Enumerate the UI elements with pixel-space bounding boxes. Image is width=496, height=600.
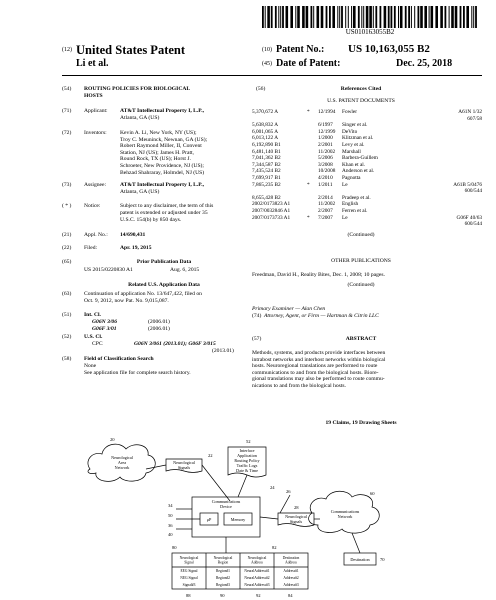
reference-number: 7,865,235 B2 bbox=[252, 181, 281, 188]
table-header-cell: Region bbox=[217, 560, 229, 565]
reference-name: Le bbox=[342, 181, 348, 188]
appl-label: Appl. No.: bbox=[84, 232, 108, 238]
barcode-bar bbox=[463, 6, 465, 28]
cpc-line2: (2013.01) bbox=[212, 348, 234, 354]
barcode-bar bbox=[313, 6, 314, 28]
reference-class: 600/544 bbox=[464, 221, 482, 228]
reference-name: Barbera-Guillem bbox=[342, 155, 378, 162]
barcode-bar bbox=[418, 6, 420, 28]
reference-date: 3/2008 bbox=[318, 161, 333, 168]
barcode-bar bbox=[398, 6, 399, 28]
table-header-cell: Neurological bbox=[247, 556, 267, 560]
barcode-bar bbox=[369, 6, 372, 28]
applicant-label: Applicant: bbox=[84, 108, 108, 114]
ref-numeral: 36 bbox=[168, 523, 173, 528]
reference-row bbox=[0, 155, 496, 162]
reference-name: Pagnotta bbox=[342, 175, 361, 181]
barcode-bar bbox=[329, 6, 331, 28]
code-71: (71) bbox=[62, 108, 72, 114]
barcode-bar bbox=[471, 6, 472, 28]
barcode-bar bbox=[306, 6, 309, 28]
ns-right-label: Neurological bbox=[285, 514, 307, 519]
inventor-short: Li et al. bbox=[76, 58, 109, 69]
barcode-bar bbox=[267, 6, 270, 28]
code-52: (52) bbox=[62, 334, 72, 340]
reference-row bbox=[0, 188, 496, 195]
inventor-line: Schroeter, New Providence, NJ (US); bbox=[120, 162, 204, 169]
routing-doc-label: Application bbox=[237, 453, 257, 458]
abstract-line: communications to and from the biological hosts. Biore- bbox=[252, 369, 379, 376]
up-label: μP bbox=[206, 517, 212, 522]
reference-row bbox=[0, 208, 496, 215]
code-10: (10) bbox=[262, 47, 272, 53]
barcode-bar bbox=[405, 6, 407, 28]
continuation-line1: Continuation of application No. 13/647,422, filed on bbox=[84, 291, 202, 297]
ref-numeral: 52 bbox=[246, 439, 251, 444]
reference-number: 7,041,362 B2 bbox=[252, 155, 281, 162]
barcode-bar bbox=[302, 6, 305, 28]
prior-pub-date: Aug. 6, 2015 bbox=[170, 267, 200, 273]
barcode-number: US010163055B2 bbox=[345, 28, 395, 36]
patent-date: Dec. 25, 2018 bbox=[396, 58, 453, 69]
reference-class: A61N 1/32 bbox=[458, 109, 482, 115]
table-cell: Region#3 bbox=[216, 583, 230, 587]
code-58: (58) bbox=[62, 356, 72, 362]
barcode-bar bbox=[358, 6, 360, 28]
barcode-bar bbox=[388, 6, 390, 28]
barcode-bar bbox=[332, 6, 335, 28]
ref-numeral: 82 bbox=[272, 545, 277, 550]
table-cell: EEG Signal bbox=[180, 569, 198, 573]
reference-name: Pradeep et al. bbox=[342, 194, 371, 201]
barcode-bar bbox=[361, 6, 362, 28]
code-12: (12) bbox=[62, 47, 72, 53]
code-74: (74) bbox=[252, 313, 262, 319]
table-header-cell: Neurological bbox=[179, 556, 199, 560]
barcode bbox=[260, 6, 480, 28]
field-none: None bbox=[84, 363, 97, 369]
barcode-bar bbox=[429, 6, 430, 28]
ns-top-label: Signals bbox=[177, 465, 191, 470]
code-54: (54) bbox=[62, 86, 72, 92]
abstract-line: Methods, systems, and products provide interfaces between bbox=[252, 350, 386, 356]
reference-date: 12/1994 bbox=[318, 109, 336, 115]
reference-date: 10/2008 bbox=[318, 168, 336, 175]
barcode-bar bbox=[339, 6, 340, 28]
barcode-bar bbox=[414, 6, 415, 28]
applicant-line1: AT&T Intellectual Property I, L.P., bbox=[120, 108, 205, 114]
destination-label: Destination bbox=[350, 557, 370, 562]
barcode-bar bbox=[311, 6, 313, 28]
barcode-bar bbox=[391, 6, 393, 28]
reference-date: 5/2006 bbox=[318, 155, 333, 162]
filed-label: Filed: bbox=[84, 245, 98, 251]
barcode-bar bbox=[345, 6, 346, 28]
reference-number: 5,370,672 A bbox=[252, 109, 279, 115]
table-cell: Region#2 bbox=[216, 576, 230, 580]
reference-number: 5,638,832 A bbox=[252, 122, 279, 129]
cloud-left-label: Network bbox=[114, 465, 130, 470]
field-see: See application file for complete search history. bbox=[84, 370, 191, 376]
reference-date: 11/2002 bbox=[318, 148, 336, 155]
notice-line1: Subject to any disclaimer, the term of this bbox=[120, 203, 214, 209]
reference-row bbox=[0, 122, 496, 129]
reference-number: 2007/0173733 A1 bbox=[252, 214, 291, 221]
comm-device-label: Communications bbox=[211, 499, 241, 504]
inventor-line: Round Rock, TX (US); Horst J. bbox=[120, 156, 191, 163]
barcode-bar bbox=[321, 6, 324, 28]
ref-numeral: 28 bbox=[294, 505, 299, 510]
reference-name: Klitzman et al. bbox=[342, 135, 374, 142]
related-heading: Related U.S. Application Data bbox=[128, 282, 200, 288]
comm-device-label: Device bbox=[220, 504, 232, 509]
barcode-bar bbox=[380, 6, 382, 28]
code-45: (45) bbox=[262, 61, 272, 67]
barcode-bar bbox=[297, 6, 300, 28]
reference-name: English bbox=[342, 201, 359, 208]
ref-numeral: 70 bbox=[380, 557, 385, 562]
routing-doc-label: Date & Time bbox=[236, 468, 258, 473]
table-cell: NEG Signal bbox=[180, 576, 198, 580]
ref-numeral: 26 bbox=[286, 489, 291, 494]
table-cell: NeuralAddress#1 bbox=[244, 569, 270, 573]
abstract-line: hosts. Neuroregional translations are performed to route bbox=[252, 363, 378, 370]
reference-row bbox=[0, 129, 496, 136]
reference-class: G06F 40/63 bbox=[456, 214, 482, 221]
code-65: (65) bbox=[62, 259, 72, 265]
barcode-bar bbox=[265, 6, 266, 28]
ref-numeral: 92 bbox=[256, 593, 261, 598]
ref-numeral: 88 bbox=[186, 593, 191, 598]
barcode-bar bbox=[295, 6, 296, 28]
ref-numeral: 90 bbox=[220, 593, 225, 598]
applicant-line2: Atlanta, GA (US) bbox=[120, 115, 160, 121]
reference-date: 2/2007 bbox=[318, 208, 333, 214]
memory-label: Memory bbox=[230, 517, 246, 522]
ref-numeral: 60 bbox=[370, 491, 375, 496]
filed-date: Apr. 19, 2015 bbox=[120, 245, 152, 251]
ref-numeral: 50 bbox=[168, 513, 173, 518]
prior-pub-heading: Prior Publication Data bbox=[136, 259, 192, 265]
reference-date: 2/2001 bbox=[318, 142, 333, 148]
ns-top-label: Neurological bbox=[173, 460, 195, 465]
inventor-line: Troy C. Meuninck, Newnan, GA (US); bbox=[120, 136, 208, 143]
assignee-line1: AT&T Intellectual Property I, L.P., bbox=[120, 182, 205, 188]
patent-heading: United States Patent bbox=[76, 43, 186, 57]
reference-number: 7,435,524 B2 bbox=[252, 168, 281, 175]
reference-star: * bbox=[307, 181, 310, 188]
cpc-label: CPC bbox=[92, 341, 103, 347]
barcode-bar bbox=[445, 6, 447, 28]
code-73: (73) bbox=[62, 182, 72, 188]
reference-row bbox=[0, 201, 496, 208]
reference-name: Le bbox=[342, 214, 348, 221]
reference-number: 7,344,587 B2 bbox=[252, 161, 281, 168]
reference-date: 1/2011 bbox=[318, 181, 333, 188]
reference-name: Khan et al. bbox=[342, 161, 366, 168]
barcode-bar bbox=[262, 6, 264, 28]
barcode-bar bbox=[460, 6, 462, 28]
code-notice: ( * ) bbox=[62, 203, 72, 209]
intcl-version: (2006.01) bbox=[148, 319, 170, 325]
cloud-left-label: Neurological bbox=[111, 455, 133, 460]
barcode-bar bbox=[431, 6, 434, 28]
cloud-left-label: Area bbox=[117, 460, 127, 465]
code-72: (72) bbox=[62, 130, 72, 136]
abstract-line: intrabost networks and interhost networks within biological bbox=[252, 356, 386, 363]
invention-title-line1: ROUTING POLICIES FOR BIOLOGICAL bbox=[84, 86, 191, 92]
reference-class: A61B 5/0476 bbox=[453, 181, 482, 188]
barcode-bar bbox=[473, 6, 474, 28]
code-63: (63) bbox=[62, 291, 72, 297]
front-page-drawing bbox=[80, 435, 430, 600]
ref-numeral: 22 bbox=[208, 453, 213, 458]
reference-name: Ferren et al. bbox=[342, 208, 368, 214]
reference-name: Levy et al. bbox=[342, 142, 365, 148]
inventor-line: Behzad Shahraray, Holmdel, NJ (US) bbox=[120, 169, 205, 176]
barcode-bar bbox=[424, 6, 427, 28]
reference-date: 1/2000 bbox=[318, 135, 333, 142]
cloud-right-label: Communications bbox=[330, 509, 360, 514]
routing-doc-label: Interface bbox=[239, 448, 255, 453]
table-cell: Region#1 bbox=[216, 569, 230, 573]
abstract-body bbox=[252, 350, 385, 390]
inventor-line: Robert Raymond Miller, II, Convent bbox=[120, 143, 202, 150]
reference-number: 6,001,065 A bbox=[252, 128, 279, 135]
barcode-bar bbox=[282, 6, 284, 28]
abstract-heading: ABSTRACT bbox=[345, 336, 377, 342]
ns-right-label: Signals bbox=[289, 519, 303, 524]
reference-date: 4/2010 bbox=[318, 175, 333, 181]
ref-numeral: 40 bbox=[168, 532, 173, 537]
reference-star: * bbox=[307, 109, 310, 115]
barcode-bar bbox=[317, 6, 320, 28]
reference-row bbox=[0, 116, 496, 123]
reference-row bbox=[0, 168, 496, 175]
barcode-bar bbox=[280, 6, 281, 28]
continuation-line2: Oct. 9, 2012, now Pat. No. 9,015,087. bbox=[84, 298, 169, 304]
inventor-line: Kevin A. Li, New York, NY (US); bbox=[120, 130, 197, 136]
barcode-bar bbox=[384, 6, 387, 28]
barcode-bar bbox=[337, 6, 338, 28]
reference-date: 7/2007 bbox=[318, 214, 333, 221]
reference-name: DeVito bbox=[342, 128, 358, 135]
barcode-bar bbox=[440, 6, 443, 28]
barcode-bar bbox=[394, 6, 396, 28]
intcl-label: Int. Cl. bbox=[84, 312, 101, 318]
inventors-label: Inventors: bbox=[84, 130, 107, 136]
code-51: (51) bbox=[62, 312, 72, 318]
code-57: (57) bbox=[252, 336, 262, 342]
reference-row bbox=[0, 109, 496, 116]
barcode-bar bbox=[420, 6, 423, 28]
barcode-bar bbox=[363, 6, 364, 28]
patent-number: US 10,163,055 B2 bbox=[348, 43, 430, 55]
barcode-bar bbox=[455, 6, 458, 28]
barcode-bar bbox=[271, 6, 273, 28]
reference-row bbox=[0, 215, 496, 222]
table-header-cell: Address bbox=[251, 560, 263, 565]
barcode-bar bbox=[449, 6, 450, 28]
abstract-line: gional translations may also be performed to route commu- bbox=[252, 376, 385, 383]
claims-line: 19 Claims, 19 Drawing Sheets bbox=[325, 420, 397, 426]
reference-row bbox=[0, 142, 496, 149]
reference-class: 607/58 bbox=[467, 115, 482, 122]
reference-name: Anderson et al. bbox=[342, 168, 375, 175]
us-patent-docs-heading: U.S. PATENT DOCUMENTS bbox=[327, 98, 395, 104]
reference-row bbox=[0, 195, 496, 202]
header-rule bbox=[62, 75, 482, 76]
assignee-line2: Atlanta, GA (US) bbox=[120, 189, 160, 195]
barcode-bar bbox=[466, 6, 469, 28]
table-cell: Address#1 bbox=[283, 569, 299, 573]
appl-number: 14/690,431 bbox=[120, 232, 146, 238]
date-label: Date of Patent: bbox=[276, 58, 341, 69]
notice-line3: U.S.C. 154(b) by 850 days. bbox=[120, 217, 182, 223]
intcl-class: G06F 3/01 bbox=[92, 326, 117, 332]
reference-class: 600/544 bbox=[464, 188, 482, 195]
table-header-cell: Destination bbox=[282, 556, 300, 560]
refs-heading: References Cited bbox=[340, 86, 382, 92]
reference-row bbox=[0, 221, 496, 228]
reference-row bbox=[0, 135, 496, 142]
barcode-bar bbox=[400, 6, 403, 28]
abstract-line: nications to and from the biological hosts. bbox=[252, 382, 346, 389]
table-cell: Signal#3 bbox=[182, 583, 196, 587]
table-header-cell: Address bbox=[285, 560, 297, 565]
table-cell: Address#2 bbox=[283, 576, 299, 580]
barcode-bar bbox=[411, 6, 412, 28]
reference-number: 6,013,122 A bbox=[252, 135, 279, 142]
reference-name: Singer et al. bbox=[342, 122, 368, 129]
patent-no-label: Patent No.: bbox=[276, 44, 325, 55]
cpc-line1: G06N 3/061 (2013.01); G06F 3/015 bbox=[134, 341, 216, 347]
ref-numeral: 34 bbox=[168, 503, 173, 508]
table-cell: NeuralAddress#3 bbox=[244, 583, 270, 587]
reference-star: * bbox=[307, 214, 310, 221]
uscl-label: U.S. Cl. bbox=[84, 334, 103, 340]
continued-1: (Continued) bbox=[347, 232, 375, 238]
barcode-bar bbox=[373, 6, 374, 28]
reference-row bbox=[0, 162, 496, 169]
ref-numeral: 24 bbox=[270, 485, 275, 490]
reference-name: Marshall bbox=[342, 148, 361, 155]
barcode-bar bbox=[348, 6, 349, 28]
code-22: (22) bbox=[62, 245, 72, 251]
intcl-class: G06N 3/06 bbox=[92, 319, 118, 325]
barcode-bar bbox=[475, 6, 477, 28]
barcode-bar bbox=[341, 6, 343, 28]
cloud-right-label: Network bbox=[337, 514, 353, 519]
barcode-bar bbox=[290, 6, 293, 28]
reference-number: 2007/0032846 A1 bbox=[252, 208, 291, 214]
routing-doc-label: Traffic Logs bbox=[236, 463, 258, 468]
barcode-bar bbox=[451, 6, 454, 28]
table-header-cell: Neurological bbox=[213, 556, 233, 560]
barcode-bar bbox=[366, 6, 369, 28]
barcode-bar bbox=[326, 6, 328, 28]
table-header-cell: Signal bbox=[184, 560, 194, 565]
intcl-version: (2006.01) bbox=[148, 326, 170, 332]
other-pubs-heading: OTHER PUBLICATIONS bbox=[331, 258, 391, 264]
reference-number: 2002/0173823 A1 bbox=[252, 201, 291, 208]
reference-number: 7,699,917 B1 bbox=[252, 175, 281, 181]
barcode-bar bbox=[278, 6, 279, 28]
reference-date: 6/1997 bbox=[318, 122, 333, 129]
barcode-bar bbox=[275, 6, 277, 28]
barcode-bar bbox=[408, 6, 410, 28]
reference-row bbox=[0, 175, 496, 182]
table-cell: Address#3 bbox=[283, 583, 299, 587]
invention-title-line2: HOSTS bbox=[84, 93, 103, 99]
field-search-label: Field of Classification Search bbox=[84, 356, 154, 362]
reference-number: 8,655,428 B2 bbox=[252, 194, 281, 201]
ref-numeral: 80 bbox=[172, 545, 177, 550]
barcode-bar bbox=[375, 6, 377, 28]
reference-name: Fowler bbox=[342, 109, 358, 115]
continued-2: (Continued) bbox=[347, 282, 375, 288]
assignee-label: Assignee: bbox=[84, 182, 107, 188]
inventor-line: Station, NJ (US); James H. Pratt, bbox=[120, 149, 194, 156]
reference-number: 6,481,140 B1 bbox=[252, 148, 281, 155]
notice-label: Notice: bbox=[84, 203, 101, 209]
reference-number: 6,192,890 B1 bbox=[252, 142, 281, 148]
reference-date: 12/1999 bbox=[318, 128, 336, 135]
primary-examiner: Primary Examiner — Alan Chen bbox=[252, 306, 326, 312]
other-pub-line: Freedman, David H., Reality Bites, Dec. 1, 2008; 10 pages. bbox=[252, 272, 385, 278]
routing-doc-label: Routing Policy bbox=[234, 458, 260, 463]
notice-line2: patent is extended or adjusted under 35 bbox=[120, 210, 208, 216]
code-21: (21) bbox=[62, 232, 72, 238]
barcode-bar bbox=[351, 6, 352, 28]
reference-date: 2/2014 bbox=[318, 194, 333, 201]
barcode-bar bbox=[353, 6, 356, 28]
barcode-bar bbox=[435, 6, 438, 28]
reference-date: 11/2002 bbox=[318, 201, 336, 208]
barcode-bar bbox=[286, 6, 289, 28]
code-56: (56) bbox=[256, 86, 266, 92]
ref-numeral: 84 bbox=[288, 593, 293, 598]
reference-row bbox=[0, 149, 496, 156]
prior-pub-number: US 2015/0220830 A1 bbox=[84, 267, 133, 273]
table-cell: NeuralAddress#2 bbox=[244, 576, 270, 580]
reference-row bbox=[0, 182, 496, 189]
ref-numeral: 20 bbox=[110, 437, 115, 442]
attorney: Attorney, Agent, or Firm — Hartman & Citrin LLC bbox=[264, 313, 379, 319]
